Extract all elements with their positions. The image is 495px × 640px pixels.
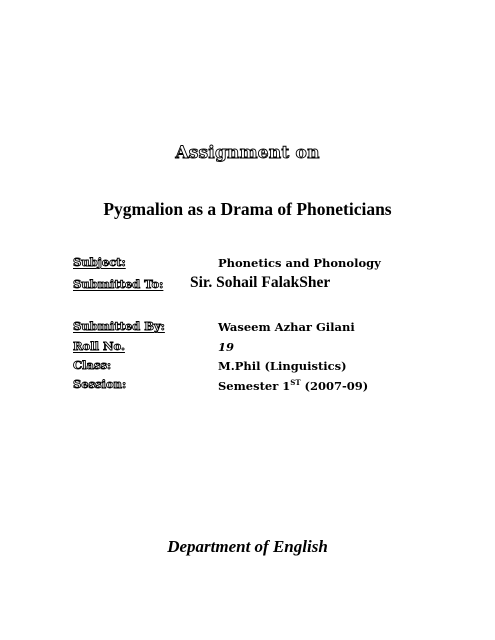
session-value — [218, 378, 368, 393]
subject-label: Subject: — [73, 255, 126, 269]
assignment-heading: Assignment on — [175, 143, 320, 163]
session-label: Session: — [73, 377, 127, 391]
session-years: (2007-09) — [300, 378, 369, 393]
submitted-to-value: Sir. Sohail FalakSher — [190, 274, 331, 291]
submitted-to-label: Submitted To: — [73, 277, 164, 291]
session-ordinal: ST — [290, 378, 301, 387]
assignment-title: Pygmalion as a Drama of Phoneticians — [103, 199, 392, 219]
subject-value: Phonetics and Phonology — [218, 256, 381, 270]
roll-number-label: Roll No. — [73, 339, 125, 353]
class-label: Class: — [73, 358, 112, 372]
submitted-by-label: Submitted By: — [73, 319, 165, 333]
submitted-by-value: Waseem Azhar Gilani — [218, 320, 355, 334]
session-semester: Semester 1 — [218, 378, 291, 393]
class-value: M.Phil (Linguistics) — [218, 359, 347, 373]
department-name: Department of English — [167, 537, 328, 556]
roll-number-value: 19 — [218, 340, 235, 354]
